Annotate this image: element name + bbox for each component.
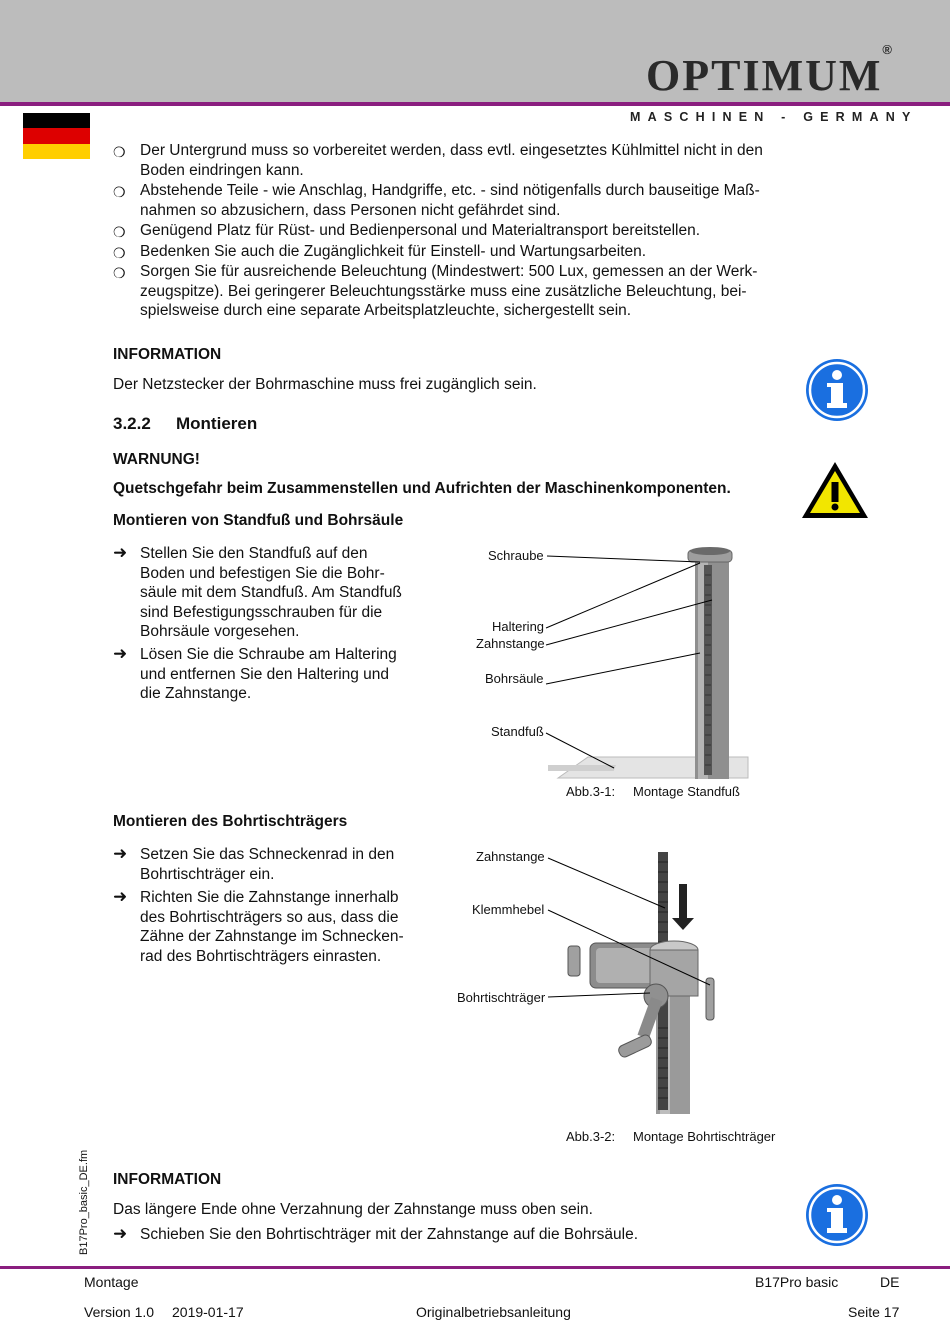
arrow-right-icon: ➜	[113, 1224, 128, 1243]
footer-date: 2019-01-17	[172, 1304, 244, 1320]
circle-bullet-icon: ❍	[113, 224, 126, 240]
step-item: ➜ Lösen Sie die Schraube am Haltering und entfernen Sie den Haltering und die Zahnstange.	[113, 644, 397, 702]
footer-accent-line	[0, 1266, 950, 1269]
arrow-right-icon: ➜	[113, 844, 128, 863]
figure-label: Bohrsäule	[485, 671, 544, 686]
arrow-right-icon: ➜	[113, 644, 128, 663]
list-item: ❍ Genügend Platz für Rüst- und Bedienpersonal und Materialtransport bereitstellen.	[113, 221, 793, 241]
info-icon	[804, 1182, 870, 1248]
circle-bullet-icon: ❍	[113, 144, 126, 160]
step-item: ➜ Schieben Sie den Bohrtischträger mit der Zahnstange auf die Bohrsäule.	[113, 1224, 639, 1243]
figure-caption-number: Abb.3-2:	[566, 1129, 616, 1144]
figure-label: Bohrtischträger	[457, 990, 546, 1005]
warning-text: Quetschgefahr beim Zusammenstellen und Aufrichten der Maschinenkomponenten.	[113, 480, 731, 497]
file-name-label: B17Pro_basic_DE.fm	[78, 1149, 90, 1255]
footer-doc-type: Originalbetriebsanleitung	[416, 1304, 571, 1320]
brand-logo: OPTIMUM®	[646, 42, 894, 100]
list-item: ❍ Bedenken Sie auch die Zugänglichkeit für Einstell- und Wartungsarbeiten.	[113, 242, 793, 262]
footer-language: DE	[880, 1274, 900, 1290]
figure-label: Zahnstange	[476, 849, 545, 864]
list-item: ❍ Der Untergrund muss so vorbereitet werden, dass evtl. eingesetztes Kühlmittel nicht in den Boden eindringen kann.	[113, 142, 763, 179]
step-item: ➜ Setzen Sie das Schneckenrad in den Bohrtischträger ein.	[113, 844, 395, 883]
step-item: ➜ Richten Sie die Zahnstange innerhalb des Bohrtischträgers so aus, dass die Zähne der Zahnstange im Schnecken-rad des Bohrtischträgers einrasten.	[113, 887, 404, 965]
circle-bullet-icon: ❍	[113, 184, 126, 200]
info-text: Der Netzstecker der Bohrmaschine muss frei zugänglich sein.	[113, 376, 537, 393]
circle-bullet-icon: ❍	[113, 245, 126, 261]
brand-subtitle: MASCHINEN - GERMANY	[630, 110, 918, 124]
info-text: Das längere Ende ohne Verzahnung der Zahnstange muss oben sein.	[113, 1201, 593, 1218]
subsection-heading: Montieren von Standfuß und Bohrsäule	[113, 512, 404, 529]
footer-version: Version 1.0	[84, 1304, 155, 1320]
warning-heading: WARNUNG!	[113, 451, 200, 468]
figure-caption: Montage Bohrtischträger	[633, 1129, 776, 1144]
figure-label: Schraube	[488, 548, 544, 563]
subsection-heading: Montieren des Bohrtischträgers	[113, 813, 348, 830]
figure-caption: Montage Standfuß	[633, 784, 740, 799]
arrow-right-icon: ➜	[113, 887, 128, 906]
step-item: ➜ Stellen Sie den Standfuß auf den Boden und befestigen Sie die Bohr-säule mit dem Standfuß. Am Standfuß sind Befestigungsschrauben für die Bohrsäule vorgesehen.	[113, 543, 402, 640]
info-heading: INFORMATION	[113, 1171, 222, 1188]
section-number: 3.2.2	[113, 414, 151, 433]
list-item: ❍ Sorgen Sie für ausreichende Beleuchtung (Mindestwert: 500 Lux, gemessen an der Werk-zeugspitze). Bei geringerer Beleuchtungsstärke muss eine zusätzliche Beleuchtung, bei-spielsweise durch eine separate Arbeitsplatzleuchte, sichergestellt sein.	[113, 263, 758, 319]
info-heading: INFORMATION	[113, 346, 222, 363]
footer-chapter: Montage	[84, 1274, 139, 1290]
footer-model: B17Pro basic	[755, 1274, 839, 1290]
circle-bullet-icon: ❍	[113, 265, 126, 281]
list-item: ❍ Abstehende Teile - wie Anschlag, Handgriffe, etc. - sind nötigenfalls durch bauseitige Maß-nahmen so abzusichern, dass Personen nicht gefährdet sind.	[113, 182, 760, 219]
figure-label: Zahnstange	[476, 636, 545, 651]
figure-label: Haltering	[492, 619, 545, 634]
figure-label: Klemmhebel	[472, 902, 545, 917]
section-title: Montieren	[176, 414, 258, 433]
figure-label: Standfuß	[491, 724, 544, 739]
arrow-right-icon: ➜	[113, 543, 128, 562]
figure-caption-number: Abb.3-1:	[566, 784, 616, 799]
footer-page-number: Seite 17	[848, 1304, 900, 1320]
